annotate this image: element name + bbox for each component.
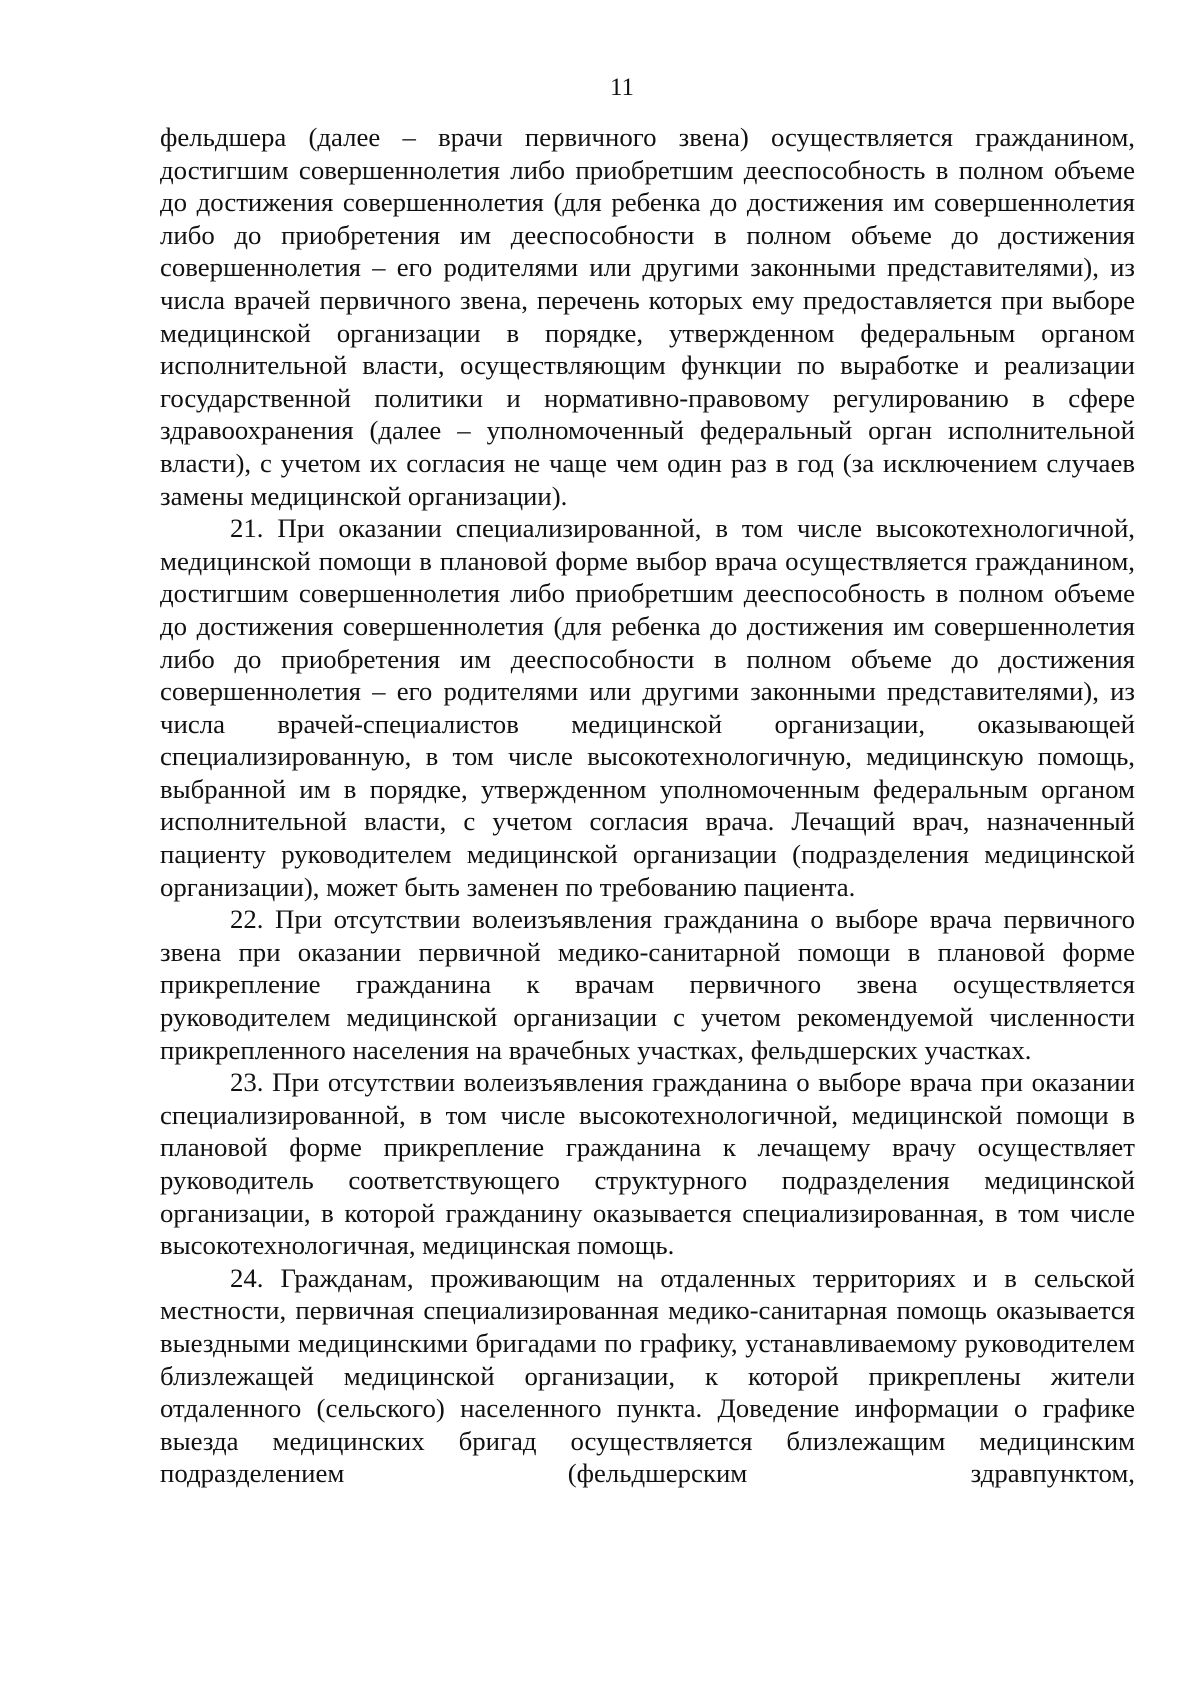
document-body [160,121,1135,1490]
paragraph-continuation: фельдшера (далее – врачи первичного звена) осуществляется гражданином, достигшим совершеннолетия либо приобретшим дееспособность в полном объеме до достижения совершеннолетия (для ребенка до достижения им совершеннолетия либо до приобретения им дееспособности в полном объеме до достижения совершеннолетия – его родителями или другими законными представителями), из числа врачей первичного звена, перечень которых ему предоставляется при выборе медицинской организации в порядке, утвержденном федеральным органом исполнительной власти, осуществляющим функции по выработке и реализации государственной политики и нормативно-правовому регулированию в сфере здравоохранения (далее – уполномоченный федеральный орган исполнительной власти), с учетом их согласия не чаще чем один раз в год (за исключением случаев замены медицинской организации). [160,122,1135,511]
paragraph-22: 22. При отсутствии волеизъявления гражданина о выборе врача первичного звена при оказании первичной медико-санитарной помощи в плановой форме прикрепление гражданина к врачам первичного звена осуществляется руководителем медицинской организации с учетом рекомендуемой численности прикрепленного населения на врачебных участках, фельдшерских участках. [160,904,1135,1065]
page-number: 11 [609,74,635,101]
paragraph-23: 23. При отсутствии волеизъявления гражданина о выборе врача при оказании специализированной, в том числе высокотехнологичной, медицинской помощи в плановой форме прикрепление гражданина к лечащему врачу осуществляет руководитель соответствующего структурного подразделения медицинской организации, в которой гражданину оказывается специализированная, в том числе высокотехнологичная, медицинская помощь. [160,1067,1135,1261]
paragraph-21: 21. При оказании специализированной, в том числе высокотехнологичной, медицинской помощи в плановой форме выбор врача осуществляется гражданином, достигшим совершеннолетия либо приобретшим дееспособность в полном объеме до достижения совершеннолетия (для ребенка до достижения им совершеннолетия либо до приобретения им дееспособности в полном объеме до достижения совершеннолетия – его родителями или другими законными представителями), из числа врачей-специалистов медицинской организации, оказывающей специализированную, в том числе высокотехнологичную, медицинскую помощь, выбранной им в порядке, утвержденном уполномоченным федеральным органом исполнительной власти, с учетом согласия врача. Лечащий врач, назначенный пациенту руководителем медицинской организации (подразделения медицинской организации), может быть заменен по требованию пациента. [160,513,1135,902]
paragraph-24: 24. Гражданам, проживающим на отдаленных территориях и в сельской местности, первичная специализированная медико-санитарная помощь оказывается выездными медицинскими бригадами по графику, устанавливаемому руководителем близлежащей медицинской организации, к которой прикреплены жители отдаленного (сельского) населенного пункта. Доведение информации о графике выезда медицинских бригад осуществляется близлежащим медицинским подразделением (фельдшерским здравпунктом, [160,1262,1135,1489]
